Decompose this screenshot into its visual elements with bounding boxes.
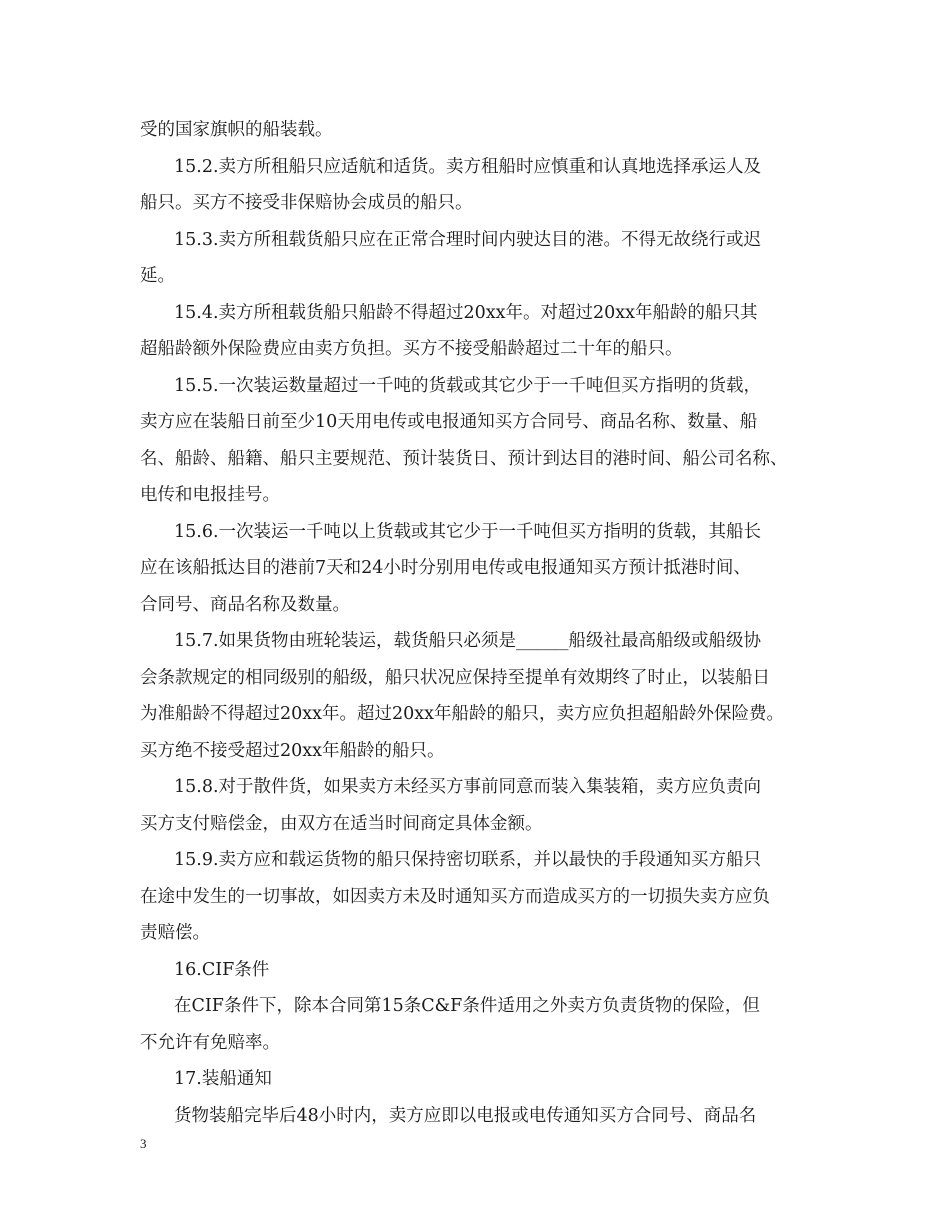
text-line: 买方支付赔偿金，由双方在适当时间商定具体金额。 <box>140 813 543 834</box>
text-line: 15.4.卖方所租载货船只船龄不得超过20xx年。对超过20xx年船龄的船只其 <box>174 302 758 323</box>
text-line: 延。 <box>140 266 175 286</box>
text-line: 15.6.一次装运一千吨以上货载或其它少于一千吨但买方指明的货载，其船长 <box>174 521 762 542</box>
text-line: 受的国家旗帜的船装载。 <box>140 120 333 140</box>
text-line: 买方绝不接受超过20xx年船龄的船只。 <box>140 740 445 761</box>
text-line: 15.7.如果货物由班轮装运，载货船只必须是______船级社最高船级或船级协 <box>174 631 762 651</box>
page-number: 3 <box>140 1136 147 1151</box>
text-line: 在途中发生的一切事故，如因卖方未及时通知买方而造成买方的一切损失卖方应负 <box>140 886 770 907</box>
text-line: 15.3.卖方所租载货船只应在正常合理时间内驶达目的港。不得无故绕行或迟 <box>174 229 762 250</box>
text-line: 15.8.对于散件货，如果卖方未经买方事前同意而装入集装箱，卖方应负责向 <box>174 777 762 797</box>
text-line: 16.CIF条件 <box>174 959 270 980</box>
text-line: 17.装船通知 <box>174 1069 272 1089</box>
text-line: 电传和电报挂号。 <box>140 485 280 505</box>
text-line: 15.2.卖方所租船只应适航和适货。卖方租船时应慎重和认真地选择承运人及 <box>174 156 762 177</box>
text-line: 船只。买方不接受非保赔协会成员的船只。 <box>140 193 473 213</box>
text-line: 为准船龄不得超过20xx年。超过20xx年船龄的船只，卖方应负担超船龄外保险费。 <box>140 704 785 724</box>
text-line: 超船龄额外保险费应由卖方负担。买方不接受船龄超过二十年的船只。 <box>140 339 683 359</box>
text-line: 货物装船完毕后48小时内，卖方应即以电报或电传通知买方合同号、商品名 <box>174 1105 757 1126</box>
text-line: 在CIF条件下，除本合同第15条C&F条件适用之外卖方负责货物的保险，但 <box>174 996 760 1016</box>
text-line: 会条款规定的相同级别的船级，船只状况应保持至提单有效期终了时止，以装船日 <box>140 667 770 688</box>
text-line: 卖方应在装船日前至少10天用电传或电报通知买方合同号、商品名称、数量、船 <box>140 412 758 432</box>
text-line: 不允许有免赔率。 <box>140 1032 280 1053</box>
text-line: 名、船龄、船籍、船只主要规范、预计装货日、预计到达目的港时间、船公司名称、 <box>140 448 788 469</box>
text-line: 15.5.一次装运数量超过一千吨的货载或其它少于一千吨但买方指明的货载， <box>174 375 762 396</box>
text-line: 15.9.卖方应和载运货物的船只保持密切联系，并以最快的手段通知买方船只 <box>174 850 762 870</box>
text-line: 应在该船抵达目的港前7天和24小时分别用电传或电报通知买方预计抵港时间、 <box>140 558 751 578</box>
document-body <box>140 112 830 1134</box>
text-line: 责赔偿。 <box>140 923 210 943</box>
text-line: 合同号、商品名称及数量。 <box>140 594 350 615</box>
